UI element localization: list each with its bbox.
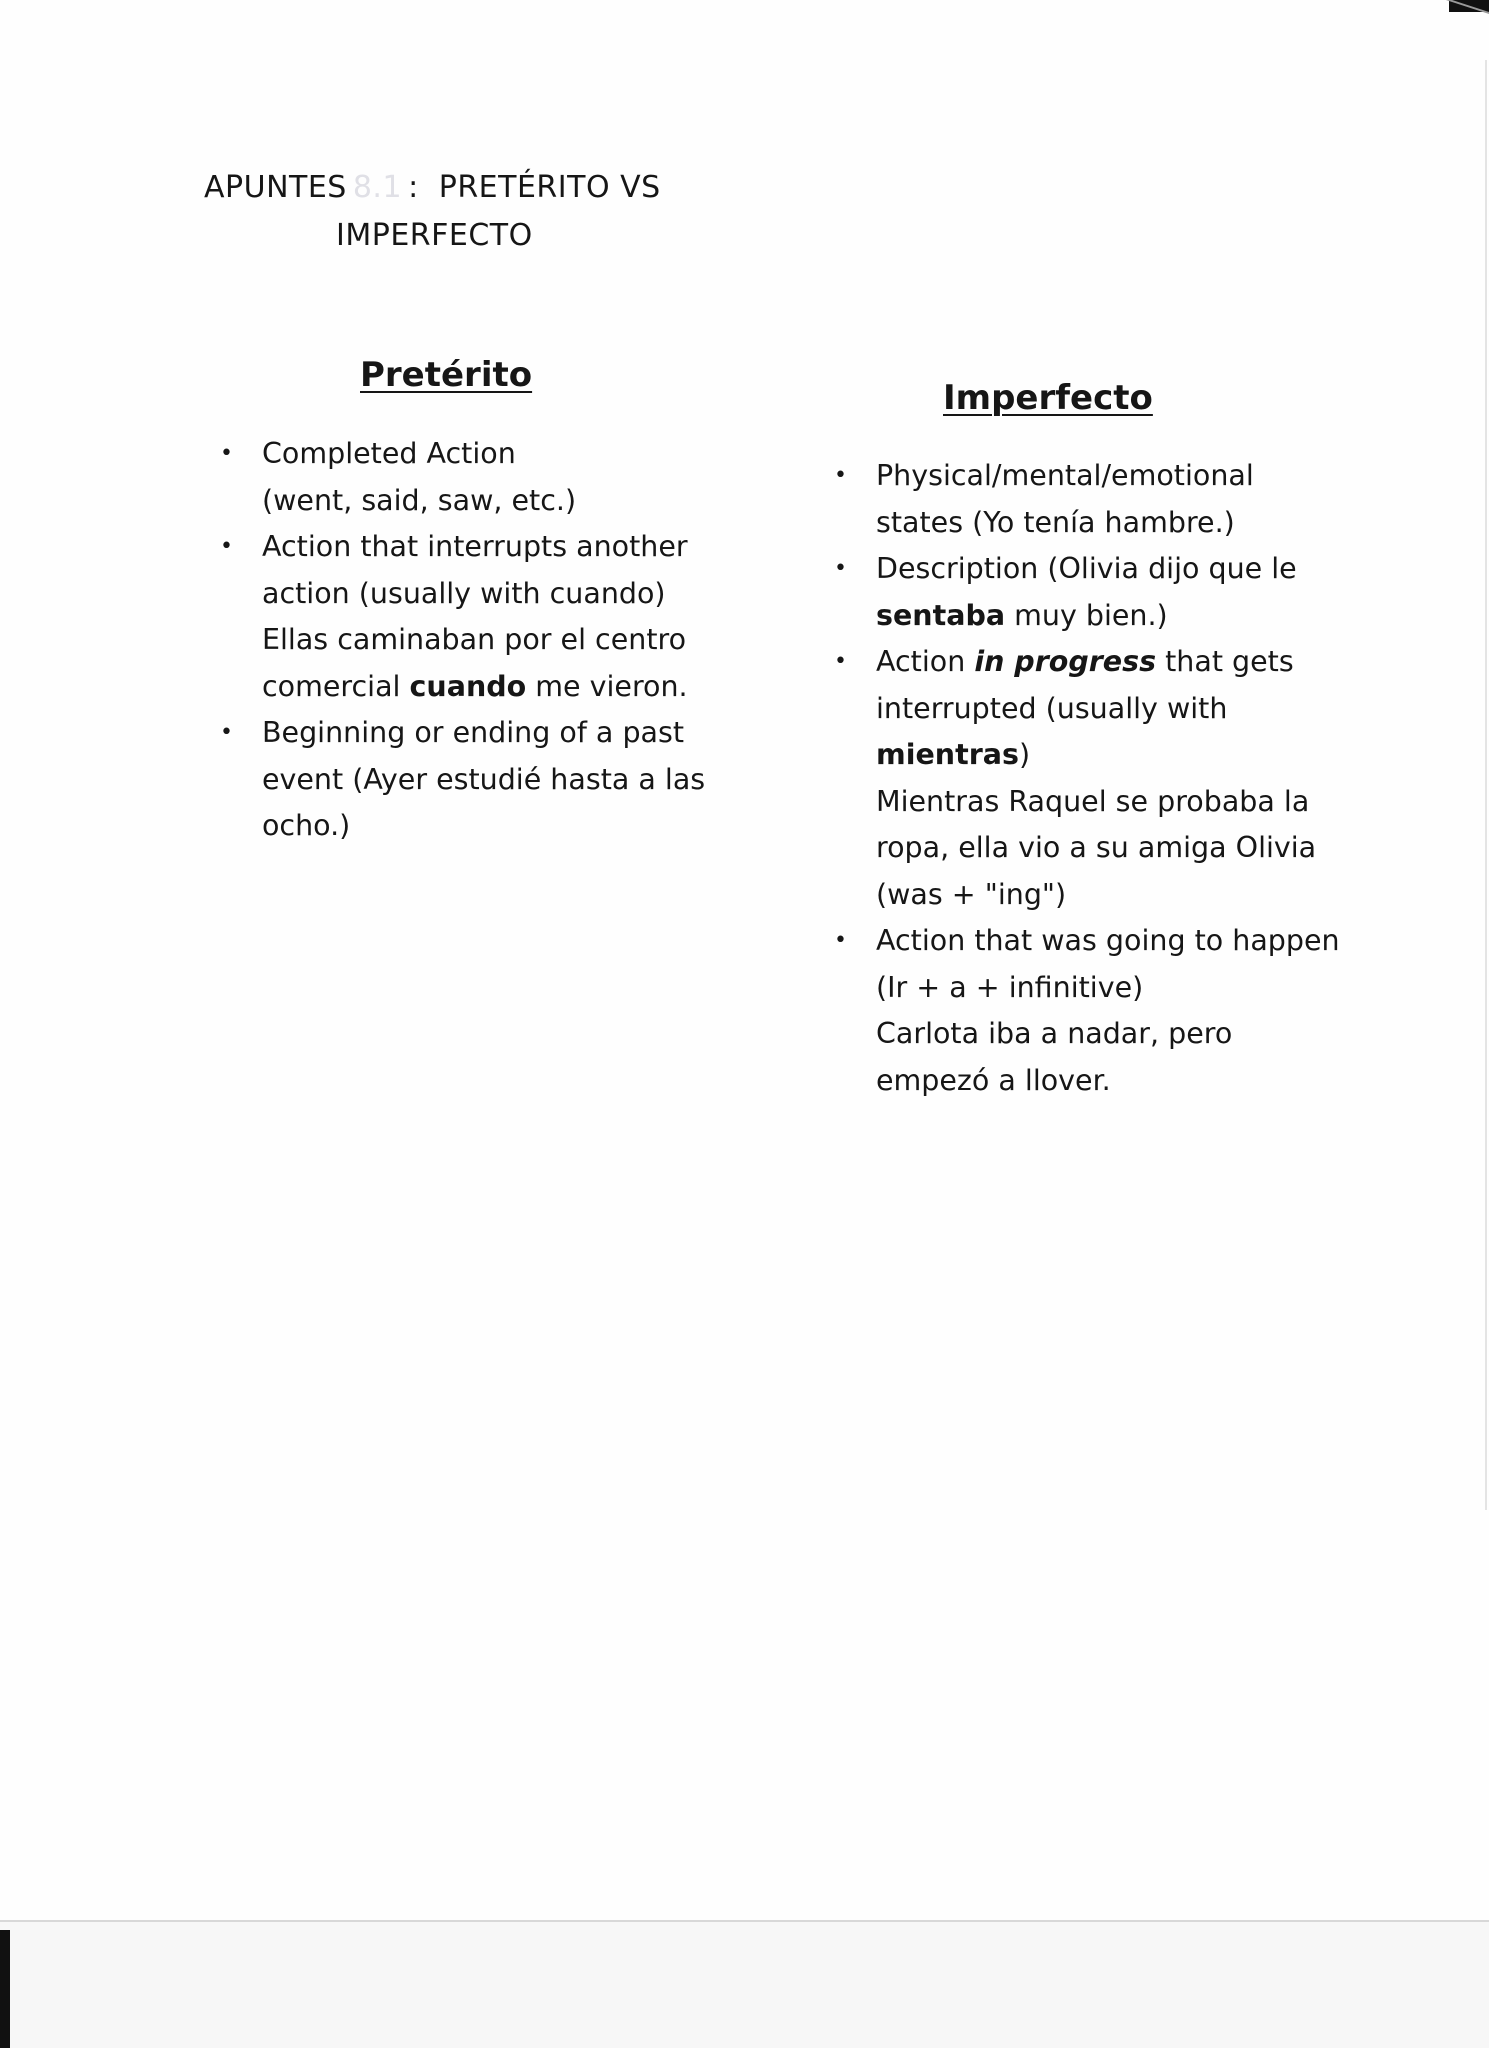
note-line: Carlota iba a nadar, pero — [876, 1017, 1233, 1050]
text-run: Action — [876, 645, 975, 678]
note-line: empezó a llover. — [876, 1063, 1111, 1097]
note-line: Ellas caminaban por el centro — [262, 623, 687, 656]
text-run: that gets — [1156, 645, 1294, 678]
list-item — [834, 453, 1336, 546]
text-run: comercial — [262, 669, 410, 703]
bullet: • — [220, 720, 233, 745]
list-item — [834, 546, 1336, 639]
bold-keyword: sentaba — [876, 598, 1006, 632]
note-line: Description (Olivia dijo que le — [876, 552, 1297, 585]
bullet: • — [834, 928, 847, 953]
bold-keyword: mientras — [876, 738, 1019, 771]
imperfecto-heading: Imperfecto — [943, 378, 1153, 418]
bullet: • — [834, 463, 847, 488]
list-item — [834, 639, 1336, 918]
preterito-heading: Pretérito — [360, 355, 533, 395]
note-line — [876, 639, 1336, 686]
title-line-2: IMPERFECTO — [336, 218, 533, 253]
note-line — [876, 593, 1336, 640]
imperfecto-list — [834, 453, 1340, 1104]
note-line — [876, 732, 1336, 779]
bold-keyword: cuando — [409, 669, 527, 703]
note-line: Mientras Raquel se probaba la — [876, 784, 1310, 818]
bullet: • — [220, 441, 233, 466]
scan-edge-shadow — [0, 1930, 10, 2048]
note-line: Beginning or ending of a past — [262, 716, 685, 749]
scanner-bed-area — [0, 1920, 1489, 2048]
bullet: • — [834, 649, 847, 674]
note-line: action (usually with cuando) — [262, 576, 666, 610]
note-line — [262, 664, 722, 711]
list-item — [220, 710, 722, 850]
title-rest: PRETÉRITO VS — [438, 170, 661, 205]
list-item — [834, 918, 1340, 1104]
bullet: • — [220, 534, 233, 559]
bullet: • — [834, 556, 847, 581]
note-line: ropa, ella vio a su amiga Olivia — [876, 831, 1317, 864]
title-line-1 — [204, 164, 724, 212]
text-run: me vieron. — [526, 669, 688, 703]
note-line: Action that interrupts another — [262, 530, 688, 563]
list-item — [220, 431, 722, 524]
emphasized-phrase: in progress — [974, 645, 1157, 678]
note-line: Physical/mental/emotional — [876, 459, 1254, 492]
note-line: ocho.) — [262, 809, 351, 842]
note-line: (Ir + a + infinitive) — [876, 970, 1144, 1004]
title-faint-number: 8.1 — [352, 170, 403, 205]
text-run: ) — [1018, 738, 1031, 771]
page-title — [204, 164, 724, 260]
note-line: Action that was going to happen — [876, 924, 1340, 957]
page-right-edge — [1485, 60, 1487, 1510]
preterito-list — [220, 431, 722, 850]
note-line: (was + "ing") — [876, 877, 1067, 911]
note-line: Completed Action — [262, 437, 516, 470]
title-prefix: APUNTES — [204, 170, 347, 205]
note-line: interrupted (usually with — [876, 691, 1228, 725]
note-line: event (Ayer estudié hasta a las — [262, 762, 706, 796]
note-line: (went, said, saw, etc.) — [262, 483, 577, 517]
list-item — [220, 524, 722, 710]
text-run: muy bien.) — [1005, 598, 1168, 632]
note-line: states (Yo tenía hambre.) — [876, 505, 1235, 539]
title-separator: : — [408, 170, 419, 205]
